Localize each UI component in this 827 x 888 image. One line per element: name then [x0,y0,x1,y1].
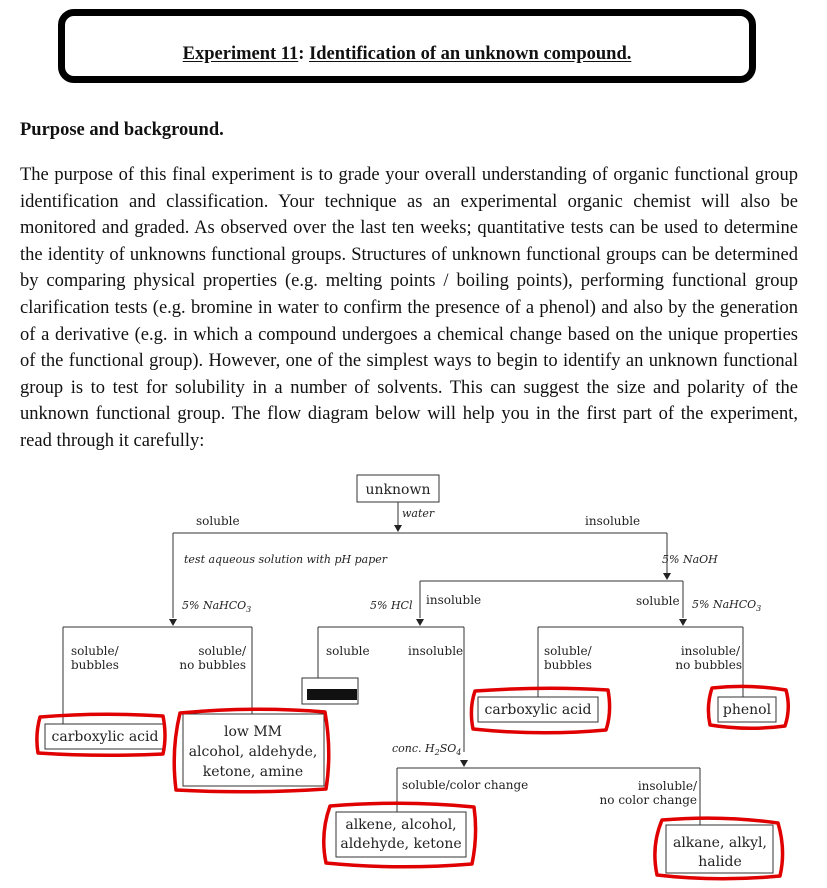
title-rest: Identification of an unknown compound. [309,44,632,64]
hcl-insoluble-label: insoluble [426,593,482,607]
insol-nocolor-1: insoluble/ [637,779,697,793]
right-no-bubbles-label: no bubbles [675,658,742,672]
left-soluble-label: soluble/ [71,644,119,658]
purpose-paragraph: The purpose of this final experiment is to grade your overall understanding of organic functional group identification and classification. Your technique as an experimental organic chemist will also be monitored and graded. As observed over the last ten weeks; quantitative tests can be used to determine the identity of unknowns functional groups. Structures of unknown functional groups can be determined by comparing physical properties (e.g. melting points / boiling points), performing functional group clarification tests (e.g. bromine in water to confirm the presence of a phenol) and also by the generation of a derivative (e.g. in which a compound undergoes a chemical change based on the unique properties of the functional group). However, one of the simplest ways to begin to identify an unknown functional group is to test for solubility in a number of solvents. This can suggest the size and polarity of the unknown functional group. The flow diagram below will help you in the first part of the experiment, read through it carefully: [20,165,798,451]
h2so4-text-so: SO [439,742,457,755]
nahco3-right-label [692,598,761,613]
nahco3-right-sub: 3 [756,604,762,613]
alkene-line1: alkene, alcohol, [345,817,457,833]
nahco3-left-label [182,599,251,614]
carboxylic-acid-2-text: carboxylic acid [484,702,592,718]
soluble-label: soluble [196,514,240,528]
arrow-naoh [663,573,671,580]
naoh-label: 5% NaOH [662,553,718,566]
title-separator: : [298,44,305,64]
section-heading: Purpose and background. [20,120,224,140]
alkane-line2: halide [698,854,742,870]
carboxylic-acid-1-text: carboxylic acid [51,729,159,745]
arrow-nahco3-right [679,619,687,626]
h2so4-text-h: conc. H [392,742,435,755]
title-bold: Experiment 11 [182,44,299,64]
sol-color-label: soluble/color change [402,778,529,792]
insol-nocolor-2: no color change [599,793,697,807]
nahco3-left-text: 5% NaHCO [182,599,247,612]
left-no-bubbles-label: no bubbles [179,658,246,672]
h2so4-label [392,742,461,757]
hcl-insoluble2-label: insoluble [408,644,464,658]
right-insoluble-label: insoluble/ [680,644,740,658]
nahco3-right-text: 5% NaHCO [692,598,757,611]
hcl-label: 5% HCl [370,599,413,612]
nahco3-left-sub: 3 [246,605,252,614]
phenol-text: phenol [722,702,772,718]
left-soluble2-label: soluble/ [198,644,246,658]
redaction-mark [307,689,357,700]
alkane-line1: alkane, alkyl, [672,835,768,851]
naoh-soluble-label: soluble [636,594,680,608]
h2so4-sub4: 4 [456,748,462,757]
unknown-label: unknown [365,482,431,498]
arrow-nahco3-left [169,619,177,626]
low-mm-line1: low MM [223,724,283,740]
arrow-hcl [416,619,424,626]
left-bubbles-label: bubbles [71,658,119,672]
right-soluble-label: soluble/ [544,644,592,658]
alkene-line2: aldehyde, ketone [340,836,462,852]
connector-lines [45,475,776,873]
water-label: water [402,507,435,520]
hcl-soluble-label: soluble [326,644,370,658]
arrow-h2so4 [460,760,468,767]
insoluble-label: insoluble [585,514,641,528]
ph-test-label: test aqueous solution with pH paper [184,553,388,566]
h2so4-sub2: 2 [434,748,440,757]
low-mm-line2: alcohol, aldehyde, [188,744,318,760]
low-mm-line3: ketone, amine [202,764,304,780]
arrow-water [394,525,402,532]
right-bubbles-label: bubbles [544,658,592,672]
